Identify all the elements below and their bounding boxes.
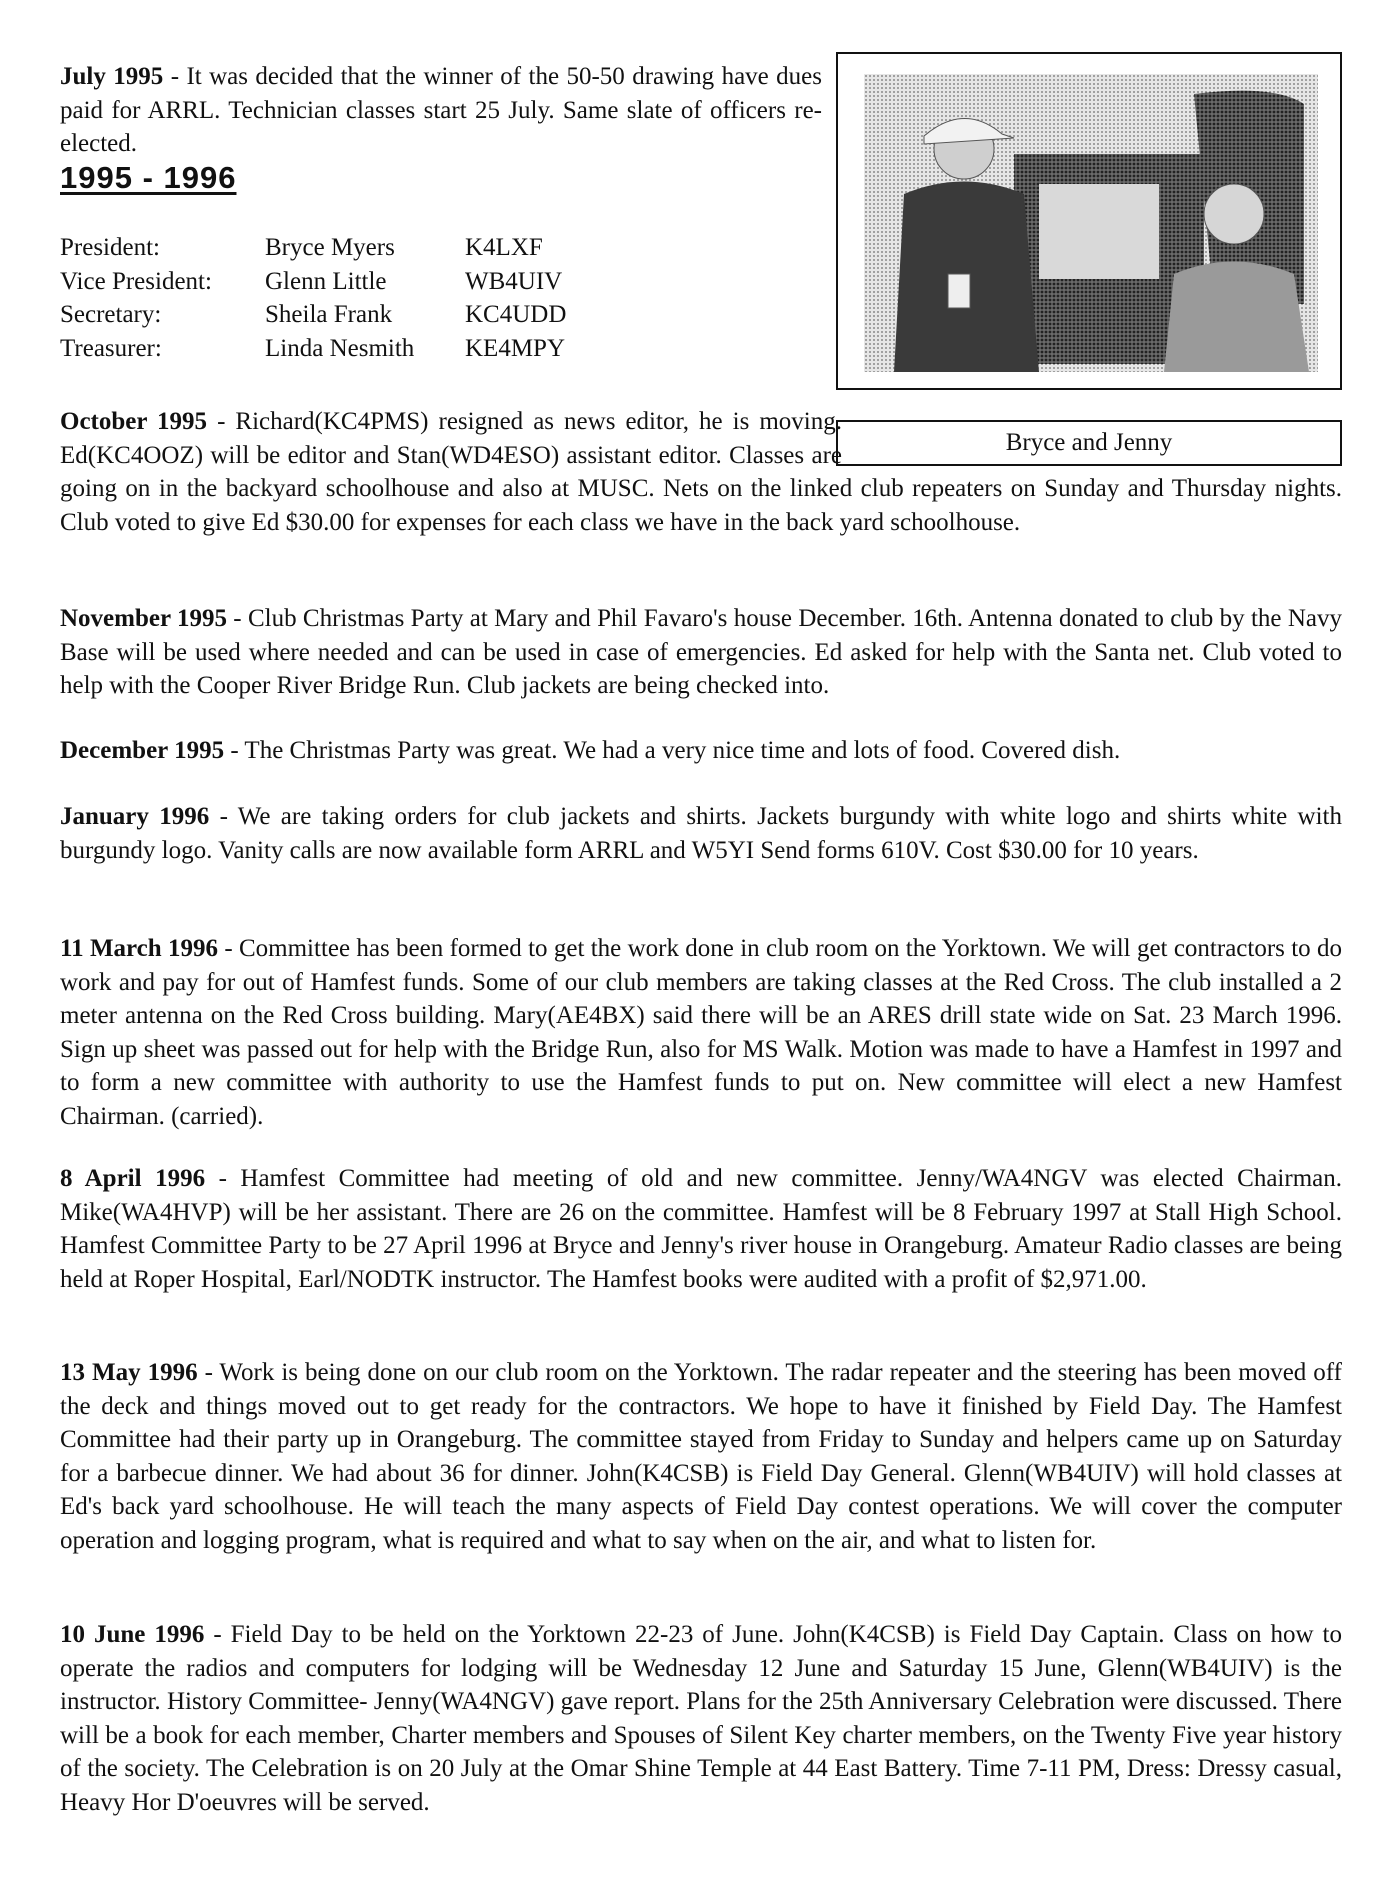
officer-name: Glenn Little xyxy=(265,267,387,295)
officer-row-president xyxy=(60,234,566,268)
entry-may-1996 xyxy=(60,1356,1342,1557)
entry-date: 10 June 1996 xyxy=(60,1621,205,1648)
entry-date: 13 May 1996 xyxy=(60,1359,198,1386)
entry-november-1995 xyxy=(60,602,1342,703)
officer-name: Linda Nesmith xyxy=(265,334,415,362)
entry-january-1996 xyxy=(60,800,1342,867)
entry-june-1996 xyxy=(60,1618,1342,1819)
entry-text: - Hamfest Committee had meeting of old and new committee. Jenny/WA4NGV was elected Chairman. Mike(WA4HVP) will be her assistant. There are 26 on the committee. Hamfest will be 8 February 1997 at Stall High School. Hamfest Committee Party to be 27 April 1996 at Bryce and Jenny's river house in Orangeburg. Amateur Radio classes are being held at Roper Hospital, Earl/NODTK instructor. The Hamfest books were audited with a profit of $2,971.00. xyxy=(60,1165,1342,1293)
officer-role: President: xyxy=(60,234,160,261)
officer-row-secretary xyxy=(60,301,566,335)
entry-text: - The Christmas Party was great. We had a very nice time and lots of food. Covered dish. xyxy=(224,737,1121,764)
caption-wrap-spacer xyxy=(842,405,1342,470)
entry-april-1996 xyxy=(60,1162,1342,1296)
photo-frame xyxy=(836,52,1342,390)
officer-name: Sheila Frank xyxy=(265,301,393,328)
entry-date: 11 March 1996 xyxy=(60,935,219,962)
entry-text: - Committee has been formed to get the work done in club room on the Yorktown. We will get contractors to do work and pay for out of Hamfest funds. Some of our club members are taking classes at the Red Cross. The club installed a 2 meter antenna on the Red Cross building. Mary(AE4BX) said there will be an ARES drill state wide on Sat. 23 March 1996. Sign up sheet was passed out for help with the Bridge Run, also for MS Walk. Motion was made to have a Hamfest in 1997 and to form a new committee with authority to use the Hamfest funds to put on. New committee will elect a new Hamfest Chairman. (carried). xyxy=(60,935,1342,1130)
entry-date: October 1995 xyxy=(60,408,208,435)
officer-row-vice-president xyxy=(60,268,566,302)
officer-callsign: WB4UIV xyxy=(465,267,563,295)
entry-date: July 1995 xyxy=(60,63,164,90)
photo-caption: Bryce and Jenny xyxy=(836,420,1342,466)
officer-callsign: KE4MPY xyxy=(465,334,566,362)
entry-march-1996 xyxy=(60,932,1342,1133)
entry-text: - We are taking orders for club jackets and shirts. Jackets burgundy with white logo and shirts white with burgundy logo. Vanity calls are now available form ARRL and W5YI Send forms 610V. Cost $30.00 for 10 years. xyxy=(60,803,1342,864)
entry-december-1995 xyxy=(60,734,1342,768)
officers-table xyxy=(60,234,566,368)
entry-text: - Richard(KC4PMS) resigned as news editor, he is moving. Ed(KC4OOZ) will be editor and Stan(WD4ESO) assistant editor. Classes are going on in the backyard schoolhouse and also at MUSC. Nets on the linked club repeaters on Sunday and Thursday nights. Club voted to give Ed $30.00 for expenses for each class we have in the back yard schoolhouse. xyxy=(60,408,1342,536)
officer-name: Bryce Myers xyxy=(265,234,395,261)
entry-october-1995 xyxy=(60,405,1342,539)
entry-date: January 1996 xyxy=(60,803,210,830)
officer-role: Vice President: xyxy=(60,267,212,295)
entry-date: 8 April 1996 xyxy=(60,1165,206,1192)
entry-text: - It was decided that the winner of the 50-50 drawing have dues paid for ARRL. Technician classes start 25 July. Same slate of officers re-elected. xyxy=(60,63,823,157)
entry-july-1995 xyxy=(60,60,822,161)
entry-date: December 1995 xyxy=(60,737,225,764)
officers-year-heading: 1995 - 1996 xyxy=(60,160,237,195)
entry-text: - Work is being done on our club room on the Yorktown. The radar repeater and the steering has been moved off the deck and things moved out to get ready for the contractors. We hope to have it finished by Field Day. The Hamfest Committee had their party up in Orangeburg. The committee stayed from Friday to Sunday and helpers came up on Saturday for a barbecue dinner. We had about 36 for dinner. John(K4CSB) is Field Day General. Glenn(WB4UIV) will hold classes at Ed's back yard schoolhouse. He will teach the many aspects of Field Day contest operations. We will cover the computer operation and logging program, what is required and what to say when on the air, and what to listen for. xyxy=(60,1359,1342,1554)
officer-callsign: K4LXF xyxy=(465,234,543,261)
bryce-and-jenny-photo xyxy=(864,74,1318,372)
entry-text: - Club Christmas Party at Mary and Phil Favaro's house December. 16th. Antenna donated to club by the Navy Base will be used where needed and can be used in case of emergencies. Ed asked for help with the Santa net. Club voted to help with the Cooper River Bridge Run. Club jackets are being checked into. xyxy=(60,605,1342,699)
officer-role: Treasurer: xyxy=(60,334,162,362)
entry-date: November 1995 xyxy=(60,605,227,632)
entry-text: - Field Day to be held on the Yorktown 22-23 of June. John(K4CSB) is Field Day Captain. Class on how to operate the radios and computers for lodging will be Wednesday 12 June and Saturday 15 June, Glenn(WB4UIV) is the instructor. History Committee- Jenny(WA4NGV) gave report. Plans for the 25th Anniversary Celebration were discussed. There will be a book for each member, Charter members and Spouses of Silent Key charter members, on the Twenty Five year history of the society. The Celebration is on 20 July at the Omar Shine Temple at 44 East Battery. Time 7-11 PM, Dress: Dressy casual, Heavy Hor D'oeuvres will be served. xyxy=(60,1621,1343,1816)
officer-role: Secretary: xyxy=(60,301,162,328)
officer-callsign: KC4UDD xyxy=(465,301,567,328)
officer-row-treasurer xyxy=(60,335,566,369)
